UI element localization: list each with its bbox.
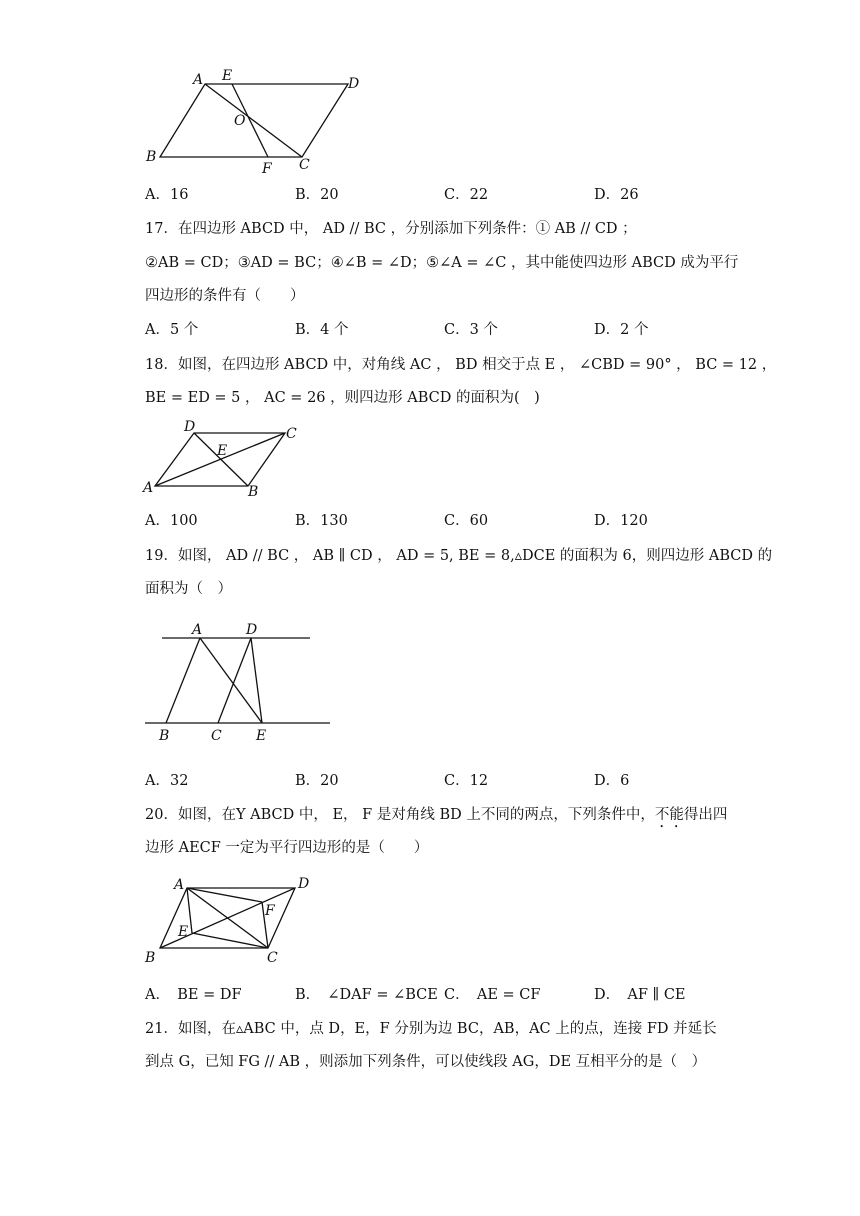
- q20-option-a[interactable]: A． BE = DF: [145, 987, 242, 1003]
- figure-q18-quadrilateral: [140, 416, 320, 501]
- q20-option-d[interactable]: D． AF ∥ CE: [594, 987, 686, 1003]
- q17-option-b[interactable]: B．4 个: [295, 322, 349, 338]
- q20-stem-line1: [145, 805, 727, 831]
- q20-option-b[interactable]: B． ∠DAF = ∠BCE: [295, 987, 438, 1003]
- q19-option-c[interactable]: C．12: [444, 773, 489, 789]
- label-A: A: [174, 877, 185, 893]
- q20-stem-part2: 得出四: [683, 807, 728, 823]
- label-F: F: [262, 161, 272, 177]
- label-B: B: [146, 149, 157, 165]
- label-A: A: [143, 480, 154, 496]
- q16-option-d[interactable]: D．26: [594, 187, 639, 203]
- label-O: O: [234, 113, 246, 129]
- label-B: B: [159, 728, 170, 744]
- q17-option-c[interactable]: C．3 个: [444, 322, 498, 338]
- figure-q19-parallel-lines: [140, 618, 340, 748]
- q19-stem-line1: 19．如图， AD // BC ， AB ∥ CD ， AD = 5, BE = 8,▵DCE 的面积为 6，则四边形 ABCD 的: [145, 548, 773, 564]
- q20-stem-part1: 20．如图，在Y ABCD 中， E， F 是对角线 BD 上不同的两点，下列条件中，: [145, 807, 655, 823]
- label-B: B: [248, 484, 259, 500]
- label-E: E: [217, 443, 228, 459]
- label-D: D: [348, 76, 360, 92]
- q17-stem-line2: ②AB = CD；③AD = BC；④∠B = ∠D；⑤∠A = ∠C ，其中能使四边形 ABCD 成为平行: [145, 255, 739, 271]
- q17-stem-line3: 四边形的条件有（ ）: [145, 288, 305, 304]
- label-E: E: [178, 924, 189, 940]
- q18-option-b[interactable]: B．130: [295, 513, 348, 529]
- figure-q16-parallelogram: [140, 62, 370, 180]
- q19-option-a[interactable]: A．32: [145, 773, 189, 789]
- label-F: F: [265, 903, 275, 919]
- q17-option-d[interactable]: D．2 个: [594, 322, 649, 338]
- label-C: C: [299, 157, 310, 173]
- label-C: C: [286, 426, 297, 442]
- q17-option-a[interactable]: A．5 个: [145, 322, 199, 338]
- q20-stem-line2: 边形 AECF 一定为平行四边形的是（ ）: [145, 840, 429, 856]
- label-E: E: [256, 728, 267, 744]
- label-D: D: [298, 876, 310, 892]
- label-A: A: [192, 622, 203, 638]
- q21-stem-line2: 到点 G，已知 FG // AB ，则添加下列条件，可以使线段 AG，DE 互相平分的是（ ）: [145, 1054, 707, 1070]
- q16-option-b[interactable]: B．20: [295, 187, 339, 203]
- label-C: C: [267, 950, 278, 966]
- label-E: E: [222, 68, 233, 84]
- q18-option-c[interactable]: C．60: [444, 513, 489, 529]
- q16-option-a[interactable]: A．16: [145, 187, 189, 203]
- label-B: B: [145, 950, 156, 966]
- q19-option-d[interactable]: D．6: [594, 773, 630, 789]
- q18-option-d[interactable]: D．120: [594, 513, 648, 529]
- q20-emphasis-text: 不能: [654, 807, 684, 823]
- q17-stem-line1: 17．在四边形 ABCD 中， AD // BC ，分别添加下列条件：① AB // CD ；: [145, 221, 637, 237]
- q20-option-c[interactable]: C． AE = CF: [444, 987, 541, 1003]
- q19-stem-line2: 面积为（ ）: [145, 581, 232, 597]
- q18-option-a[interactable]: A．100: [145, 513, 198, 529]
- label-C: C: [211, 728, 222, 744]
- q18-stem-line2: BE = ED = 5 ， AC = 26 ，则四边形 ABCD 的面积为( ): [145, 390, 540, 406]
- q21-stem-line1: 21．如图，在▵ABC 中，点 D，E，F 分别为边 BC，AB，AC 上的点，连接 FD 并延长: [145, 1021, 717, 1037]
- label-D: D: [246, 622, 258, 638]
- q18-stem-line1: 18．如图，在四边形 ABCD 中，对角线 AC ， BD 相交于点 E ， ∠CBD = 90° ， BC = 12 ，: [145, 357, 777, 373]
- label-A: A: [193, 72, 204, 88]
- q19-option-b[interactable]: B．20: [295, 773, 339, 789]
- q16-option-c[interactable]: C．22: [444, 187, 489, 203]
- figure-q20-parallelogram: [140, 870, 330, 970]
- label-D: D: [184, 419, 196, 435]
